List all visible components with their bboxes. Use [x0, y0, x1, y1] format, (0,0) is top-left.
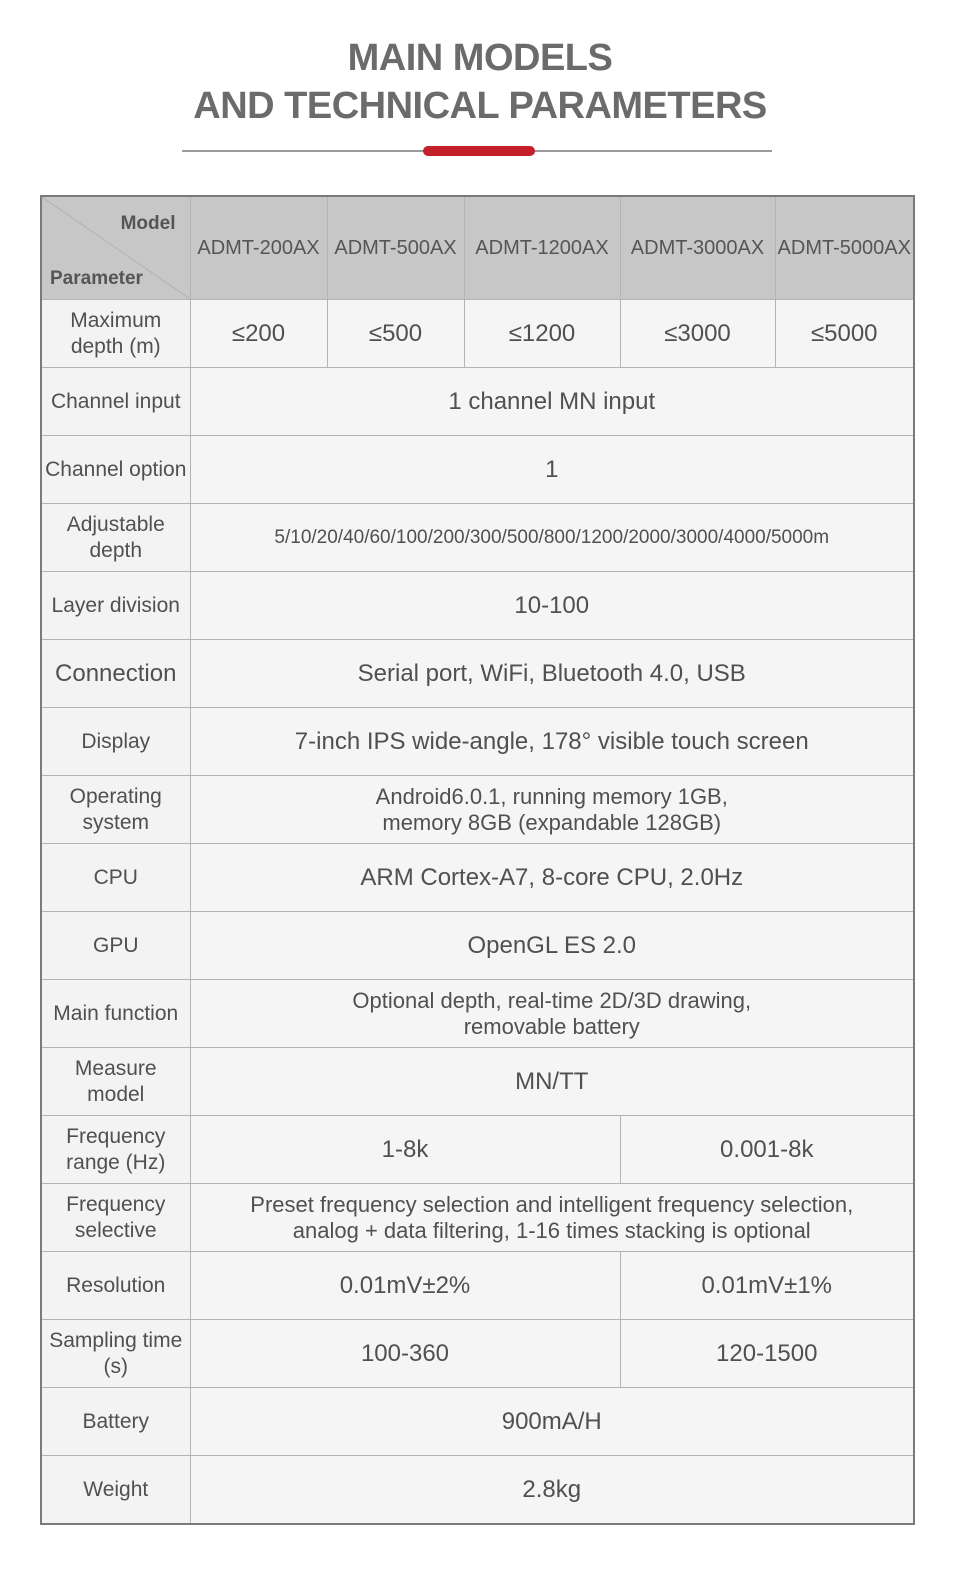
value-cell: 1 channel MN input — [190, 368, 914, 436]
table-row-main-function — [41, 980, 914, 1048]
param-label: Frequency range (Hz) — [41, 1116, 190, 1184]
param-label: CPU — [41, 844, 190, 912]
corner-parameter-label: Parameter — [50, 268, 143, 289]
param-label: Weight — [41, 1456, 190, 1525]
param-label: Resolution — [41, 1252, 190, 1320]
table-row-operating-system — [41, 776, 914, 844]
value-line: Optional depth, real-time 2D/3D drawing, — [352, 987, 752, 1013]
value-cell: 0.01mV±1% — [620, 1252, 914, 1320]
param-label: Channel option — [41, 436, 190, 504]
model-header: ADMT-3000AX — [620, 196, 775, 300]
table-row-resolution — [41, 1252, 914, 1320]
table-row-weight — [41, 1456, 914, 1525]
param-label: Adjustable depth — [41, 504, 190, 572]
param-label: Main function — [41, 980, 190, 1048]
value-line: Android6.0.1, running memory 1GB, — [375, 783, 728, 809]
value-cell: 0.01mV±2% — [190, 1252, 620, 1320]
table-row-frequency-range — [41, 1116, 914, 1184]
table-row-channel-input — [41, 368, 914, 436]
table-row-frequency-selective — [41, 1184, 914, 1252]
value-line: memory 8GB (expandable 128GB) — [382, 809, 722, 835]
param-label: Layer division — [41, 572, 190, 640]
value-cell: 7-inch IPS wide-angle, 178° visible touch screen — [190, 708, 914, 776]
table-row-channel-option — [41, 436, 914, 504]
value-cell: 0.001-8k — [620, 1116, 914, 1184]
table-row-measure-model — [41, 1048, 914, 1116]
param-label: Display — [41, 708, 190, 776]
value-cell: 10-100 — [190, 572, 914, 640]
table-row-adjustable-depth — [41, 504, 914, 572]
param-label: Connection — [41, 640, 190, 708]
value-cell: MN/TT — [190, 1048, 914, 1116]
spec-table — [40, 195, 915, 1525]
value-cell: ≤5000 — [775, 300, 914, 368]
title-line-1: MAIN MODELS — [347, 37, 613, 79]
value-cell: ≤3000 — [620, 300, 775, 368]
model-header: ADMT-500AX — [327, 196, 464, 300]
value-cell: 900mA/H — [190, 1388, 914, 1456]
value-cell — [190, 980, 914, 1048]
table-row-cpu — [41, 844, 914, 912]
model-header: ADMT-200AX — [190, 196, 327, 300]
table-row-display — [41, 708, 914, 776]
corner-model-label: Model — [120, 213, 176, 234]
value-cell: 1-8k — [190, 1116, 620, 1184]
value-cell: ARM Cortex-A7, 8-core CPU, 2.0Hz — [190, 844, 914, 912]
value-line: removable battery — [463, 1013, 640, 1039]
table-row-gpu — [41, 912, 914, 980]
param-label: GPU — [41, 912, 190, 980]
title-divider-accent — [423, 146, 535, 156]
value-line: Preset frequency selection and intelligent frequency selection, — [250, 1191, 854, 1217]
param-label: Measure model — [41, 1048, 190, 1116]
table-row-battery — [41, 1388, 914, 1456]
value-cell: 2.8kg — [190, 1456, 914, 1525]
value-cell: 100-360 — [190, 1320, 620, 1388]
param-label: Battery — [41, 1388, 190, 1456]
table-header-row — [41, 196, 914, 300]
param-label: Channel input — [41, 368, 190, 436]
value-cell: 120-1500 — [620, 1320, 914, 1388]
value-cell: ≤200 — [190, 300, 327, 368]
param-label: Operating system — [41, 776, 190, 844]
value-line: analog + data filtering, 1-16 times stacking is optional — [292, 1217, 811, 1243]
model-header: ADMT-5000AX — [775, 196, 914, 300]
model-header: ADMT-1200AX — [464, 196, 620, 300]
table-row-connection — [41, 640, 914, 708]
param-label: Sampling time (s) — [41, 1320, 190, 1388]
corner-header-cell — [41, 196, 190, 300]
value-cell: 5/10/20/40/60/100/200/300/500/800/1200/2000/3000/4000/5000m — [190, 504, 914, 572]
value-cell: 1 — [190, 436, 914, 504]
value-cell: OpenGL ES 2.0 — [190, 912, 914, 980]
table-row-sampling-time — [41, 1320, 914, 1388]
title-line-2: AND TECHNICAL PARAMETERS — [193, 85, 767, 127]
value-cell — [190, 1184, 914, 1252]
table-row-layer-division — [41, 572, 914, 640]
value-cell: Serial port, WiFi, Bluetooth 4.0, USB — [190, 640, 914, 708]
value-cell — [190, 776, 914, 844]
table-row-max-depth — [41, 300, 914, 368]
page-title — [0, 34, 960, 130]
param-label: Maximum depth (m) — [41, 300, 190, 368]
param-label: Frequency selective — [41, 1184, 190, 1252]
value-cell: ≤500 — [327, 300, 464, 368]
value-cell: ≤1200 — [464, 300, 620, 368]
